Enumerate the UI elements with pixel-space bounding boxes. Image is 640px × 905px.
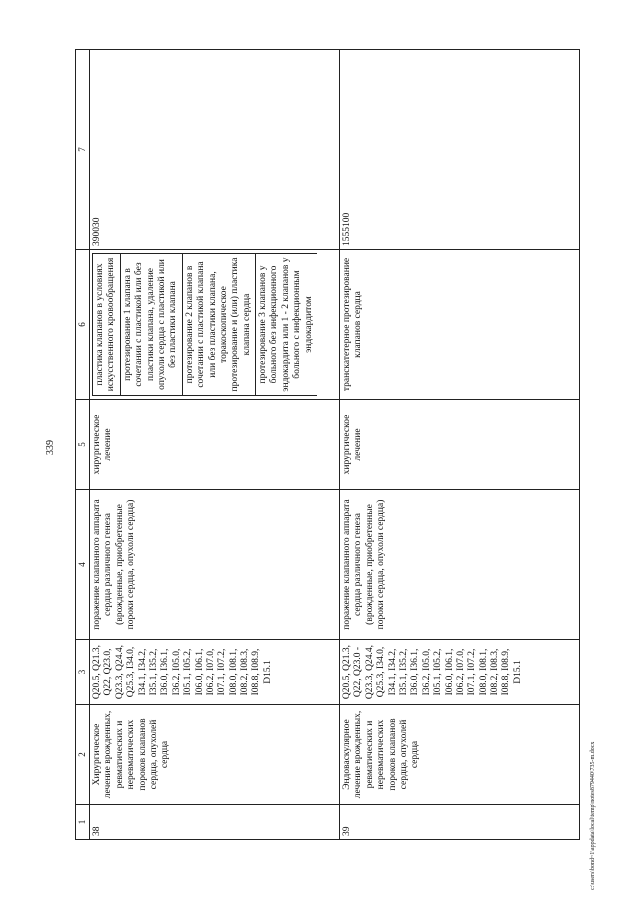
page-number: 339 (45, 440, 56, 455)
col-header-3: 3 (76, 640, 90, 705)
row-number: 38 (90, 805, 340, 840)
header-row (76, 50, 90, 840)
treatment-type: хирургическое лечение (340, 400, 580, 490)
rotated-table-container (75, 50, 580, 840)
col-header-7: 7 (76, 50, 90, 250)
service-name: Хирургическое лечение врожденных, ревматических и неревматических пороков клапанов сердца, опухолей сердца (90, 705, 340, 805)
col-header-6: 6 (76, 250, 90, 400)
diagnosis: поражение клапанного аппарата сердца различного генеза (врожденные, приобретенные пороки сердца, опухоли сердца) (340, 490, 580, 640)
row-number: 39 (340, 805, 580, 840)
treatment-type: хирургическое лечение (90, 400, 340, 490)
method-item: протезирование 2 клапанов в сочетании с пластикой клапана или без пластики клапана, торакоскопическое протезирование и (или) пластика клапана сердца (182, 254, 255, 396)
col-header-5: 5 (76, 400, 90, 490)
table-row (340, 50, 580, 840)
methods-list (92, 253, 317, 396)
col-header-2: 2 (76, 705, 90, 805)
treatment-method: транскатетерное протезирование клапанов сердца (340, 250, 580, 400)
file-path-footer: c:\users\bond~1\appdata\local\temp\notes879440\735-m.docx (590, 741, 596, 890)
diagnosis: поражение клапанного аппарата сердца различного генеза (врожденные, приобретенные пороки сердца, опухоли сердца) (90, 490, 340, 640)
method-item: протезирование 3 клапанов у больного без инфекционного эндокардита или 1 - 2 клапанов у больного с инфекционным эндокардитом (256, 254, 317, 396)
cost-value: 390030 (90, 50, 340, 250)
services-table (75, 49, 580, 840)
treatment-methods (90, 250, 340, 400)
method-item: протезирование 1 клапана в сочетании с пластикой или без пластики клапана, удаление опухоли сердца с пластикой или без пластики клапана (120, 254, 182, 396)
col-header-4: 4 (76, 490, 90, 640)
service-name: Эндоваскулярное лечение врожденных, ревматических и неревматических пороков клапанов сердца, опухолей сердца (340, 705, 580, 805)
col-header-1: 1 (76, 805, 90, 840)
cost-value: 1555100 (340, 50, 580, 250)
icd-codes: Q20.5, Q21.3, Q22, Q23.0, Q23.3, Q24.4, Q25.3, I34.0, I34.1, I34.2, I35.1, I35.2, I36.0, I36.1, I36.2, I05.0, I05.1, I05.2, I06.0, I06.1, I06.2, I07.0, I07.1, I07.2, I08.0, I08.1, I08.2, I08.3, I08.8, I08.9, D15.1 (90, 640, 340, 705)
method-item: пластика клапанов в условиях искусственного кровообращения (93, 254, 121, 396)
icd-codes: Q20.5, Q21.3, Q22, Q23.0 - Q23.3, Q24.4, Q25.3, I34.0, I34.1, I34.2, I35.1, I35.2, I36.0, I36.1, I36.2, I05.0, I05.1, I05.2, I06.0, I06.1, I06.2, I07.0, I07.1, I07.2, I08.0, I08.1, I08.2, I08.3, I08.8, I08.9, D15.1 (340, 640, 580, 705)
table-row (90, 50, 340, 840)
